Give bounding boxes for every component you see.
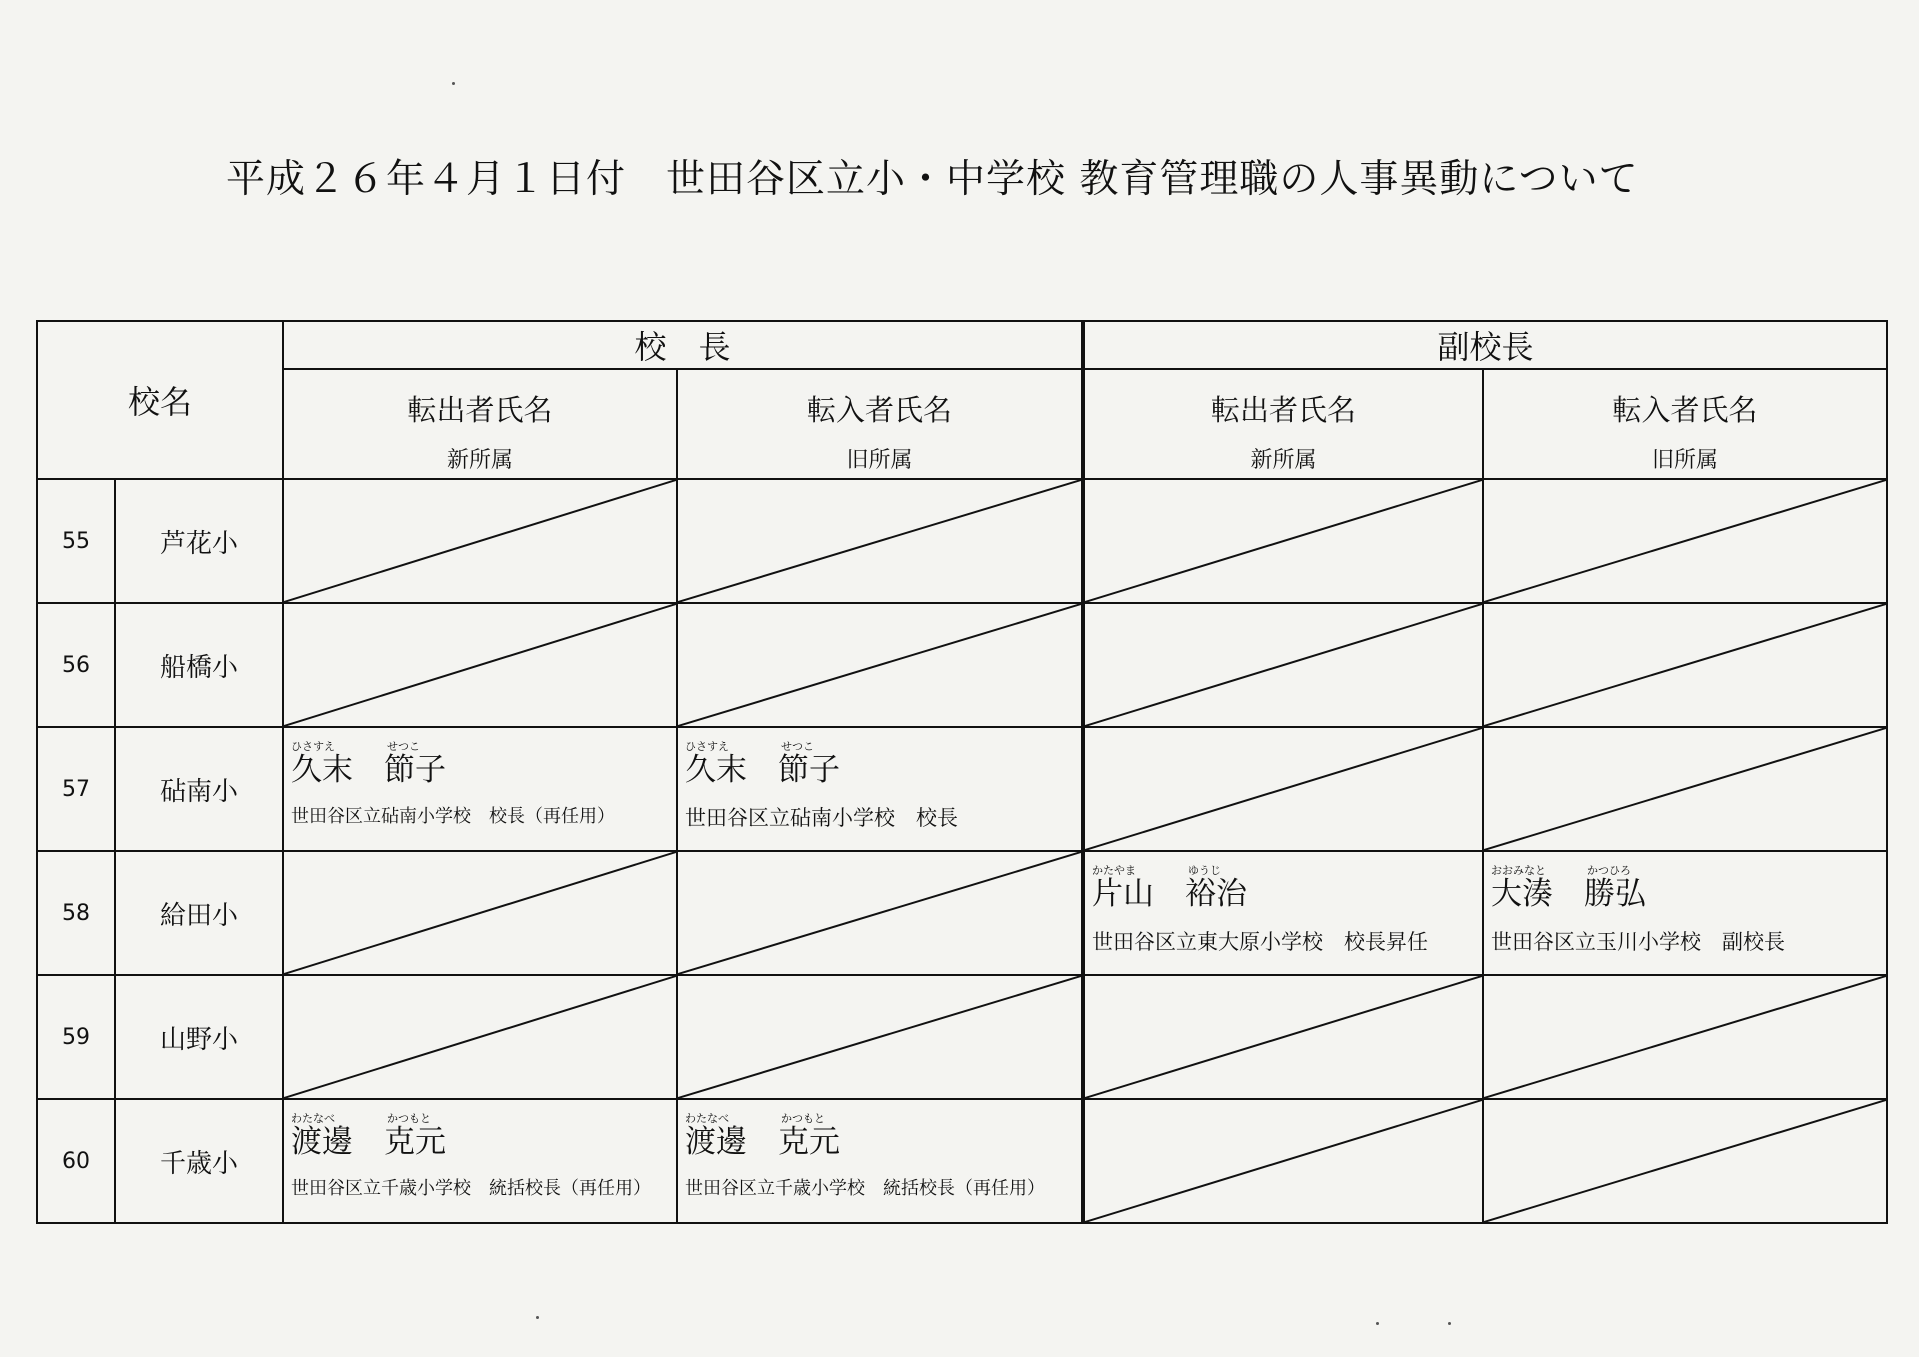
row-number: 59 [37,975,115,1099]
affiliation: 世田谷区立玉川小学校 副校長 [1491,930,1786,954]
principal-group-header: 校 長 [283,321,1083,369]
table-row [37,851,1887,975]
out-name-title: 転出者氏名 [407,393,553,427]
old-affiliation-label: 旧所属 [846,448,913,473]
table-row [37,1099,1887,1223]
school-name: 砧南小 [115,727,283,851]
row-number: 58 [37,851,115,975]
cell-vice-in [1483,479,1887,603]
furigana-given: かつもと [387,1112,432,1125]
furigana [291,1110,672,1124]
person-entry [1491,862,1882,956]
person-name: 渡邊 克元 [685,1124,841,1160]
blank-cell-slash [1085,1100,1482,1222]
vice-principal-group-header: 副校長 [1083,321,1887,369]
furigana-given: かつもと [781,1112,826,1125]
out-name-title: 転出者氏名 [1211,393,1357,427]
affiliation: 世田谷区立砧南小学校 校長 [685,806,959,830]
cell-vice-in [1483,1099,1887,1223]
blank-cell-slash [1484,1100,1886,1222]
school-name: 給田小 [115,851,283,975]
person-name: 片山 裕治 [1092,876,1248,912]
furigana-family: ひさすえ [291,740,336,753]
person-name: 久末 節子 [685,752,841,788]
blank-cell-slash [678,480,1081,602]
affiliation: 世田谷区立千歳小学校 統括校長（再任用） [685,1178,1046,1199]
blank-cell-slash [1085,480,1482,602]
row-number: 55 [37,479,115,603]
cell-principal-in [677,975,1083,1099]
row-number: 56 [37,603,115,727]
scan-speck [536,1316,539,1319]
blank-cell-slash [678,604,1081,726]
cell-principal-in [677,479,1083,603]
person-name: 大湊 勝弘 [1491,876,1647,912]
new-affiliation-label: 新所属 [1250,448,1317,473]
table-row [37,727,1887,851]
school-name: 山野小 [115,975,283,1099]
principal-in-header [677,369,1083,479]
blank-cell-slash [1484,728,1886,850]
cell-principal-in [677,727,1083,851]
furigana-given: ゆうじ [1188,864,1222,877]
furigana-given: せつこ [781,740,815,753]
furigana-family: わたなべ [291,1112,336,1125]
furigana-family: わたなべ [685,1112,730,1125]
blank-cell-slash [678,976,1081,1098]
blank-cell-slash [284,852,676,974]
person-entry [291,738,672,828]
row-number: 60 [37,1099,115,1223]
in-name-title: 転入者氏名 [1612,393,1758,427]
furigana [685,738,1077,752]
table-row [37,603,1887,727]
person-name: 久末 節子 [291,752,447,788]
furigana [685,1110,1077,1124]
person-name: 渡邊 克元 [291,1124,447,1160]
cell-vice-in [1483,727,1887,851]
school-name-header: 校名 [37,321,283,479]
vice-in-header [1483,369,1887,479]
furigana [1092,862,1478,876]
school-name: 芦花小 [115,479,283,603]
cell-principal-in [677,603,1083,727]
blank-cell-slash [1085,604,1482,726]
row-number: 57 [37,727,115,851]
school-name: 船橋小 [115,603,283,727]
cell-vice-out [1083,479,1483,603]
furigana [1491,862,1882,876]
blank-cell-slash [1085,728,1482,850]
cell-vice-in [1483,851,1887,975]
blank-cell-slash [1085,976,1482,1098]
old-affiliation-label: 旧所属 [1652,448,1719,473]
blank-cell-slash [284,976,676,1098]
blank-cell-slash [1484,976,1886,1098]
cell-principal-out [283,975,677,1099]
cell-vice-out [1083,975,1483,1099]
cell-vice-in [1483,975,1887,1099]
scan-speck [1448,1322,1451,1325]
cell-principal-out [283,1099,677,1223]
cell-principal-out [283,479,677,603]
cell-principal-in [677,1099,1083,1223]
furigana-given: せつこ [387,740,421,753]
blank-cell-slash [678,852,1081,974]
document-title: 平成２６年４月１日付 世田谷区立小・中学校 教育管理職の人事異動について [226,157,1639,202]
scan-speck [1376,1322,1379,1325]
furigana-family: かたやま [1092,864,1137,877]
vice-out-header [1083,369,1483,479]
furigana-family: おおみなと [1491,864,1547,877]
blank-cell-slash [284,480,676,602]
affiliation: 世田谷区立東大原小学校 校長昇任 [1092,930,1429,954]
new-affiliation-label: 新所属 [447,448,514,473]
blank-cell-slash [1484,604,1886,726]
cell-vice-in [1483,603,1887,727]
cell-principal-out [283,727,677,851]
cell-principal-out [283,603,677,727]
cell-vice-out [1083,1099,1483,1223]
school-name: 千歳小 [115,1099,283,1223]
person-entry [685,738,1077,832]
personnel-table [36,320,1888,1224]
person-entry [1092,862,1478,956]
cell-vice-out [1083,603,1483,727]
affiliation: 世田谷区立砧南小学校 校長（再任用） [291,806,616,827]
furigana [291,738,672,752]
scan-speck [452,82,455,85]
cell-vice-out [1083,727,1483,851]
principal-out-header [283,369,677,479]
affiliation: 世田谷区立千歳小学校 統括校長（再任用） [291,1178,652,1199]
table-row [37,479,1887,603]
blank-cell-slash [284,604,676,726]
blank-cell-slash [1484,480,1886,602]
table-row [37,975,1887,1099]
cell-principal-in [677,851,1083,975]
furigana-given: かつひろ [1587,864,1632,877]
furigana-family: ひさすえ [685,740,730,753]
person-entry [685,1110,1077,1200]
person-entry [291,1110,672,1200]
in-name-title: 転入者氏名 [807,393,953,427]
cell-vice-out [1083,851,1483,975]
cell-principal-out [283,851,677,975]
